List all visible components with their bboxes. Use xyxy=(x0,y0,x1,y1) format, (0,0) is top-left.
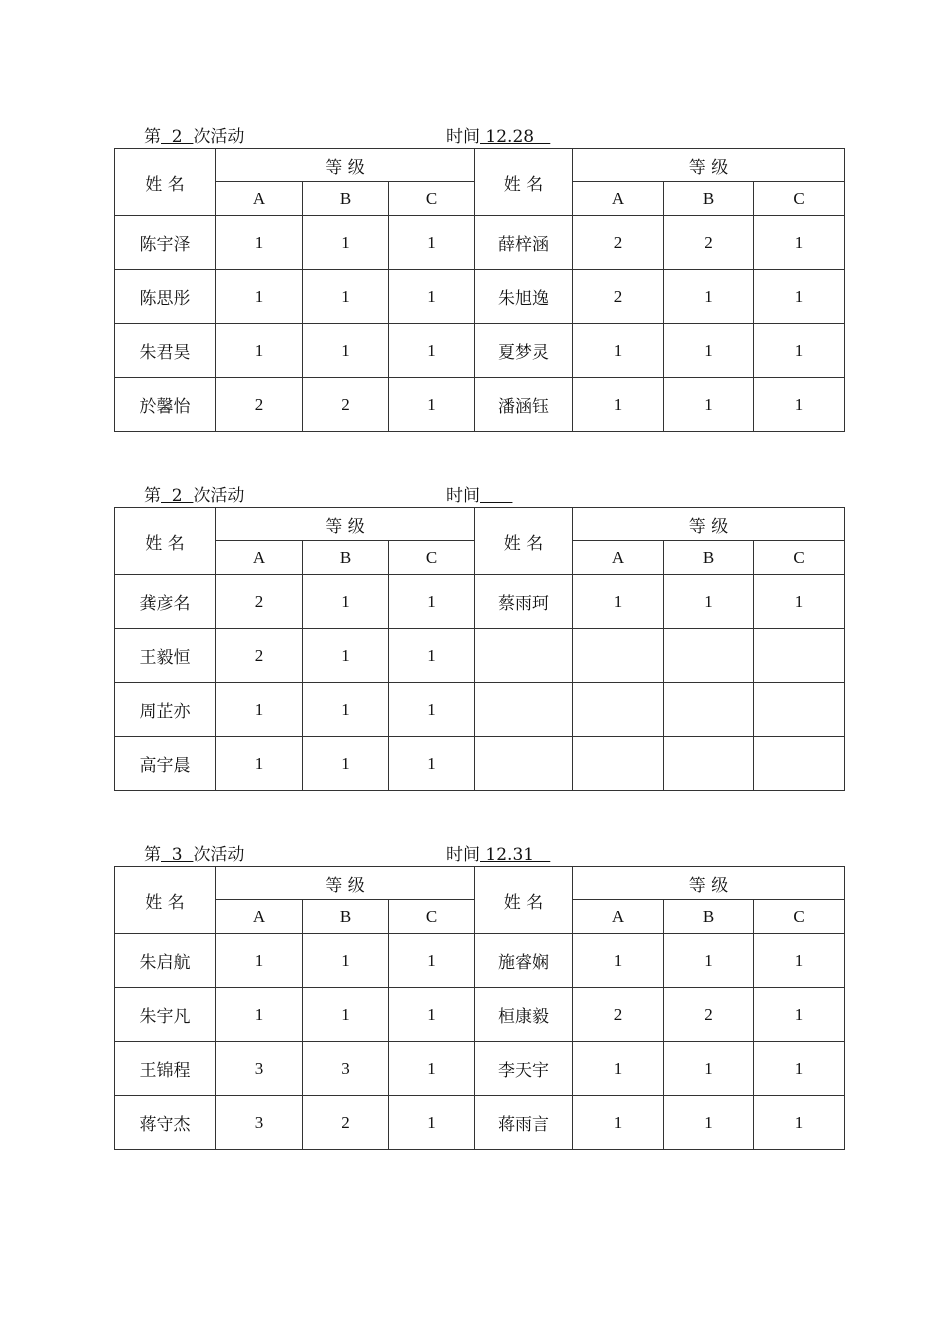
time-label: 时间 xyxy=(446,486,480,506)
table-row xyxy=(115,629,845,683)
grade-b-count: 1 xyxy=(303,324,389,378)
grade-c-header: C xyxy=(754,182,845,216)
student-name: 朱启航 xyxy=(115,934,216,988)
grade-a-count: 1 xyxy=(573,1042,664,1096)
grade-c-count: 1 xyxy=(754,1096,845,1150)
student-name: 蒋守杰 xyxy=(115,1096,216,1150)
grade-b-header: B xyxy=(664,182,754,216)
table-row xyxy=(115,737,845,791)
student-name: 朱君昊 xyxy=(115,324,216,378)
time-value: 12.28 xyxy=(480,127,551,147)
grade-c-count: 1 xyxy=(389,988,475,1042)
grade-c-header: C xyxy=(389,182,475,216)
grade-b-count: 2 xyxy=(664,216,754,270)
student-name xyxy=(475,737,573,791)
table-row xyxy=(115,934,845,988)
grade-header: 等 级 xyxy=(216,149,475,182)
grade-a-count xyxy=(573,737,664,791)
grade-a-count: 2 xyxy=(216,575,303,629)
student-name: 施睿娴 xyxy=(475,934,573,988)
grade-b-count: 1 xyxy=(303,270,389,324)
grade-b-count: 1 xyxy=(664,324,754,378)
activity-number: 3 xyxy=(161,845,194,865)
grade-a-count: 1 xyxy=(216,737,303,791)
table-row xyxy=(115,575,845,629)
student-name: 陈思彤 xyxy=(115,270,216,324)
grade-c-count: 1 xyxy=(754,270,845,324)
student-name: 蒋雨言 xyxy=(475,1096,573,1150)
grade-a-count: 1 xyxy=(216,934,303,988)
grade-c-count: 1 xyxy=(389,378,475,432)
grade-b-count: 1 xyxy=(664,1096,754,1150)
grade-c-count: 1 xyxy=(389,1042,475,1096)
grade-c-count: 1 xyxy=(389,324,475,378)
time-value xyxy=(480,486,512,506)
name-header: 姓 名 xyxy=(115,508,216,575)
activity-time xyxy=(446,840,550,865)
grade-b-count: 3 xyxy=(303,1042,389,1096)
grade-c-count: 1 xyxy=(389,575,475,629)
grade-a-count xyxy=(573,629,664,683)
grade-c-count: 1 xyxy=(754,324,845,378)
student-name: 蔡雨珂 xyxy=(475,575,573,629)
student-name: 高宇晨 xyxy=(115,737,216,791)
student-name: 朱宇凡 xyxy=(115,988,216,1042)
grade-c-count: 1 xyxy=(389,270,475,324)
grade-b-count: 1 xyxy=(664,1042,754,1096)
grade-c-header: C xyxy=(389,541,475,575)
student-name: 王毅恒 xyxy=(115,629,216,683)
grade-a-count: 2 xyxy=(573,988,664,1042)
grade-a-count: 1 xyxy=(216,324,303,378)
grade-c-count: 1 xyxy=(389,1096,475,1150)
grade-b-count xyxy=(664,737,754,791)
grade-b-header: B xyxy=(303,541,389,575)
header-row xyxy=(115,508,845,541)
table-row xyxy=(115,378,845,432)
name-header: 姓 名 xyxy=(115,149,216,216)
grade-a-count: 1 xyxy=(216,988,303,1042)
grade-c-count xyxy=(754,683,845,737)
activity-time xyxy=(446,481,512,506)
grade-c-header: C xyxy=(389,900,475,934)
grade-a-count: 1 xyxy=(216,216,303,270)
grade-c-count xyxy=(754,629,845,683)
grade-c-count: 1 xyxy=(754,988,845,1042)
grade-a-count: 1 xyxy=(573,1096,664,1150)
grade-c-count: 1 xyxy=(389,216,475,270)
grade-header: 等 级 xyxy=(573,149,845,182)
grade-a-count: 1 xyxy=(573,378,664,432)
activity-caption xyxy=(144,122,551,147)
student-name: 周芷亦 xyxy=(115,683,216,737)
name-header: 姓 名 xyxy=(475,508,573,575)
grade-a-count: 2 xyxy=(216,629,303,683)
grade-b-count: 1 xyxy=(664,575,754,629)
grade-b-count: 2 xyxy=(303,1096,389,1150)
grade-a-header: A xyxy=(216,541,303,575)
student-name: 李天宇 xyxy=(475,1042,573,1096)
grade-a-count: 1 xyxy=(216,683,303,737)
grade-c-count xyxy=(754,737,845,791)
grade-a-header: A xyxy=(216,182,303,216)
grade-a-count: 1 xyxy=(573,934,664,988)
activity-time xyxy=(446,122,550,147)
grade-c-count: 1 xyxy=(389,934,475,988)
grade-a-count: 1 xyxy=(573,575,664,629)
grade-c-count: 1 xyxy=(389,737,475,791)
grade-b-count: 2 xyxy=(303,378,389,432)
grade-b-count: 1 xyxy=(664,378,754,432)
grade-b-count: 1 xyxy=(303,683,389,737)
header-row xyxy=(115,867,845,900)
grade-a-count: 1 xyxy=(216,270,303,324)
student-name: 潘涵钰 xyxy=(475,378,573,432)
time-value: 12.31 xyxy=(480,845,551,865)
grade-b-count: 1 xyxy=(303,934,389,988)
activity-caption xyxy=(144,481,480,506)
grade-b-count: 1 xyxy=(303,988,389,1042)
name-header: 姓 名 xyxy=(115,867,216,934)
name-header: 姓 名 xyxy=(475,867,573,934)
grade-c-count: 1 xyxy=(754,378,845,432)
activity-number: 2 xyxy=(161,486,194,506)
grade-b-count: 1 xyxy=(303,737,389,791)
table-row xyxy=(115,1096,845,1150)
table-row xyxy=(115,683,845,737)
time-label: 时间 xyxy=(446,127,480,147)
caption-prefix: 第 xyxy=(144,127,161,147)
student-name xyxy=(475,629,573,683)
grade-header: 等 级 xyxy=(216,508,475,541)
caption-prefix: 第 xyxy=(144,845,161,865)
table-row xyxy=(115,1042,845,1096)
student-name: 桓康毅 xyxy=(475,988,573,1042)
grade-a-count: 2 xyxy=(573,270,664,324)
name-header: 姓 名 xyxy=(475,149,573,216)
grade-b-header: B xyxy=(664,900,754,934)
grade-a-count xyxy=(573,683,664,737)
grade-a-count: 2 xyxy=(573,216,664,270)
grade-a-header: A xyxy=(573,900,664,934)
caption-suffix: 次活动 xyxy=(193,127,245,147)
grade-c-count: 1 xyxy=(389,683,475,737)
table-row xyxy=(115,324,845,378)
grade-b-count xyxy=(664,629,754,683)
caption-suffix: 次活动 xyxy=(193,486,245,506)
grade-b-header: B xyxy=(303,182,389,216)
student-name xyxy=(475,683,573,737)
grade-c-count: 1 xyxy=(754,575,845,629)
grade-c-count: 1 xyxy=(754,934,845,988)
student-name: 於馨怡 xyxy=(115,378,216,432)
table-row xyxy=(115,988,845,1042)
grade-table xyxy=(114,507,845,791)
student-name: 王锦程 xyxy=(115,1042,216,1096)
grade-b-count: 1 xyxy=(664,934,754,988)
activity-caption xyxy=(144,840,551,865)
grade-a-count: 2 xyxy=(216,378,303,432)
grade-table xyxy=(114,148,845,432)
grade-table xyxy=(114,866,845,1150)
time-label: 时间 xyxy=(446,845,480,865)
grade-b-header: B xyxy=(664,541,754,575)
table-row xyxy=(115,216,845,270)
student-name: 夏梦灵 xyxy=(475,324,573,378)
grade-header: 等 级 xyxy=(573,867,845,900)
grade-b-count: 1 xyxy=(664,270,754,324)
grade-c-header: C xyxy=(754,900,845,934)
header-row xyxy=(115,149,845,182)
grade-c-count: 1 xyxy=(754,1042,845,1096)
grade-c-header: C xyxy=(754,541,845,575)
grade-b-count: 1 xyxy=(303,575,389,629)
grade-header: 等 级 xyxy=(216,867,475,900)
grade-a-count: 3 xyxy=(216,1042,303,1096)
grade-b-count: 1 xyxy=(303,216,389,270)
caption-suffix: 次活动 xyxy=(193,845,245,865)
grade-a-header: A xyxy=(573,182,664,216)
grade-b-count xyxy=(664,683,754,737)
grade-c-count: 1 xyxy=(754,216,845,270)
activity-number: 2 xyxy=(161,127,194,147)
grade-b-header: B xyxy=(303,900,389,934)
grade-header: 等 级 xyxy=(573,508,845,541)
grade-b-count: 1 xyxy=(303,629,389,683)
grade-c-count: 1 xyxy=(389,629,475,683)
grade-a-header: A xyxy=(573,541,664,575)
student-name: 陈宇泽 xyxy=(115,216,216,270)
grade-a-header: A xyxy=(216,900,303,934)
table-row xyxy=(115,270,845,324)
grade-a-count: 1 xyxy=(573,324,664,378)
student-name: 薛梓涵 xyxy=(475,216,573,270)
grade-a-count: 3 xyxy=(216,1096,303,1150)
caption-prefix: 第 xyxy=(144,486,161,506)
student-name: 龚彦名 xyxy=(115,575,216,629)
student-name: 朱旭逸 xyxy=(475,270,573,324)
grade-b-count: 2 xyxy=(664,988,754,1042)
